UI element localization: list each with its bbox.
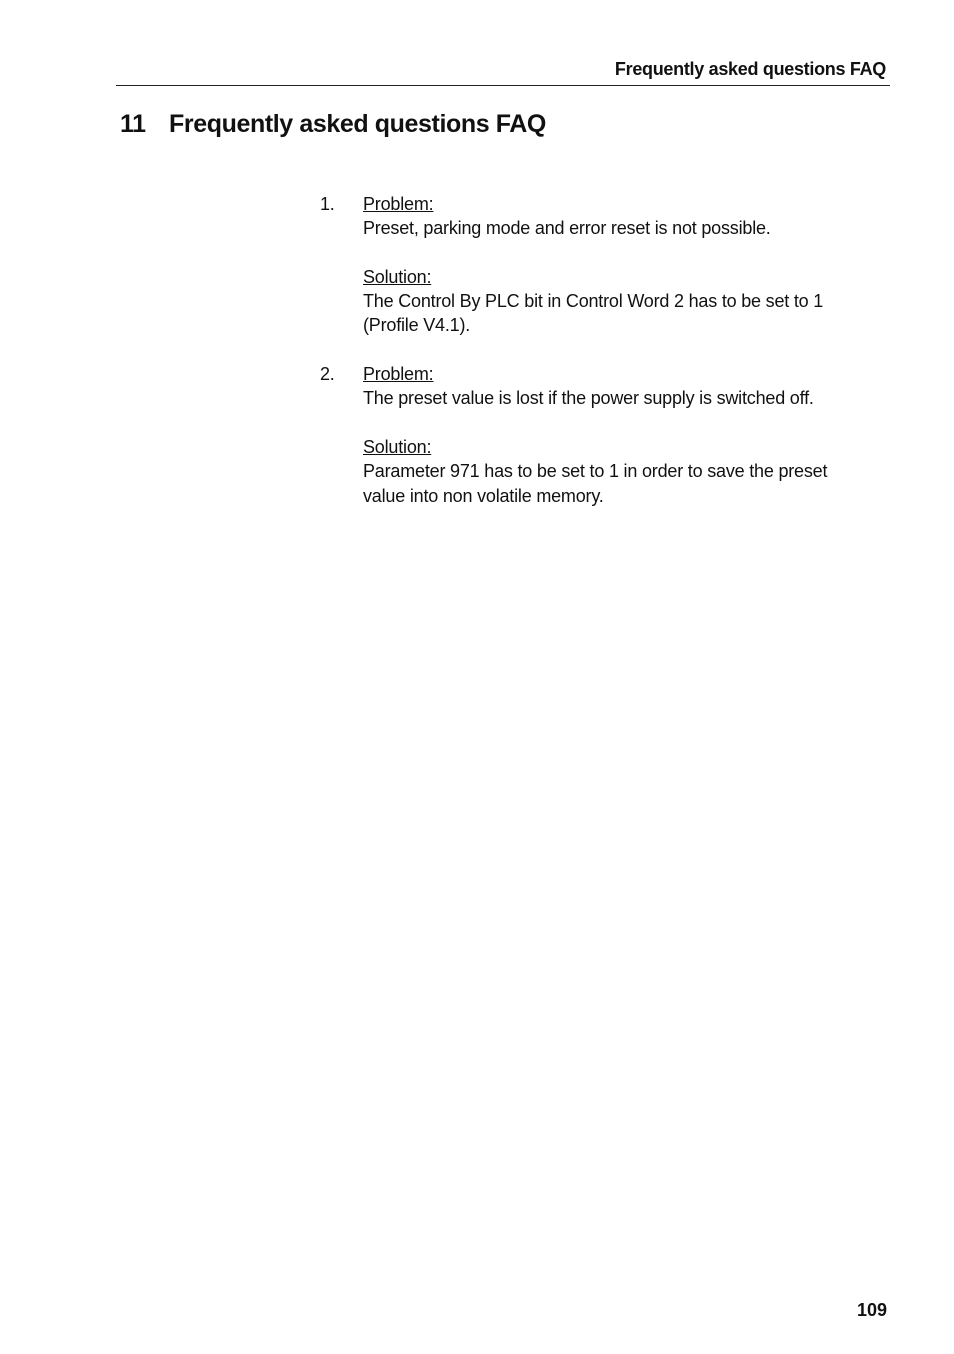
solution-label: Solution: [363,436,432,457]
faq-item-number: 2. [320,364,335,385]
chapter-number: 11 [120,110,146,138]
problem-text: The preset value is lost if the power supply is switched off. [363,388,814,409]
chapter-title: Frequently asked questions FAQ [169,110,546,138]
solution-text-line: value into non volatile memory. [363,485,604,506]
faq-list [320,192,890,532]
spacer [363,411,890,435]
solution-text-line: Parameter 971 has to be set to 1 in order to save the preset [363,461,828,482]
faq-item [320,362,890,508]
solution-text-line: The Control By PLC bit in Control Word 2 has to be set to 1 [363,291,824,312]
faq-item-body [363,192,890,338]
problem-label: Problem: [363,194,434,214]
chapter-heading [120,110,546,139]
faq-item [320,192,890,338]
problem-label: Problem: [363,364,434,385]
faq-item-body [363,362,890,508]
running-header [116,58,890,86]
faq-item-number: 1. [320,194,335,214]
problem-text: Preset, parking mode and error reset is not possible. [363,218,771,239]
page-number: 109 [856,1300,887,1320]
solution-label: Solution: [363,266,432,287]
running-header-title: Frequently asked questions FAQ [614,59,886,79]
solution-text-line: (Profile V4.1). [363,315,471,336]
spacer [363,241,890,265]
